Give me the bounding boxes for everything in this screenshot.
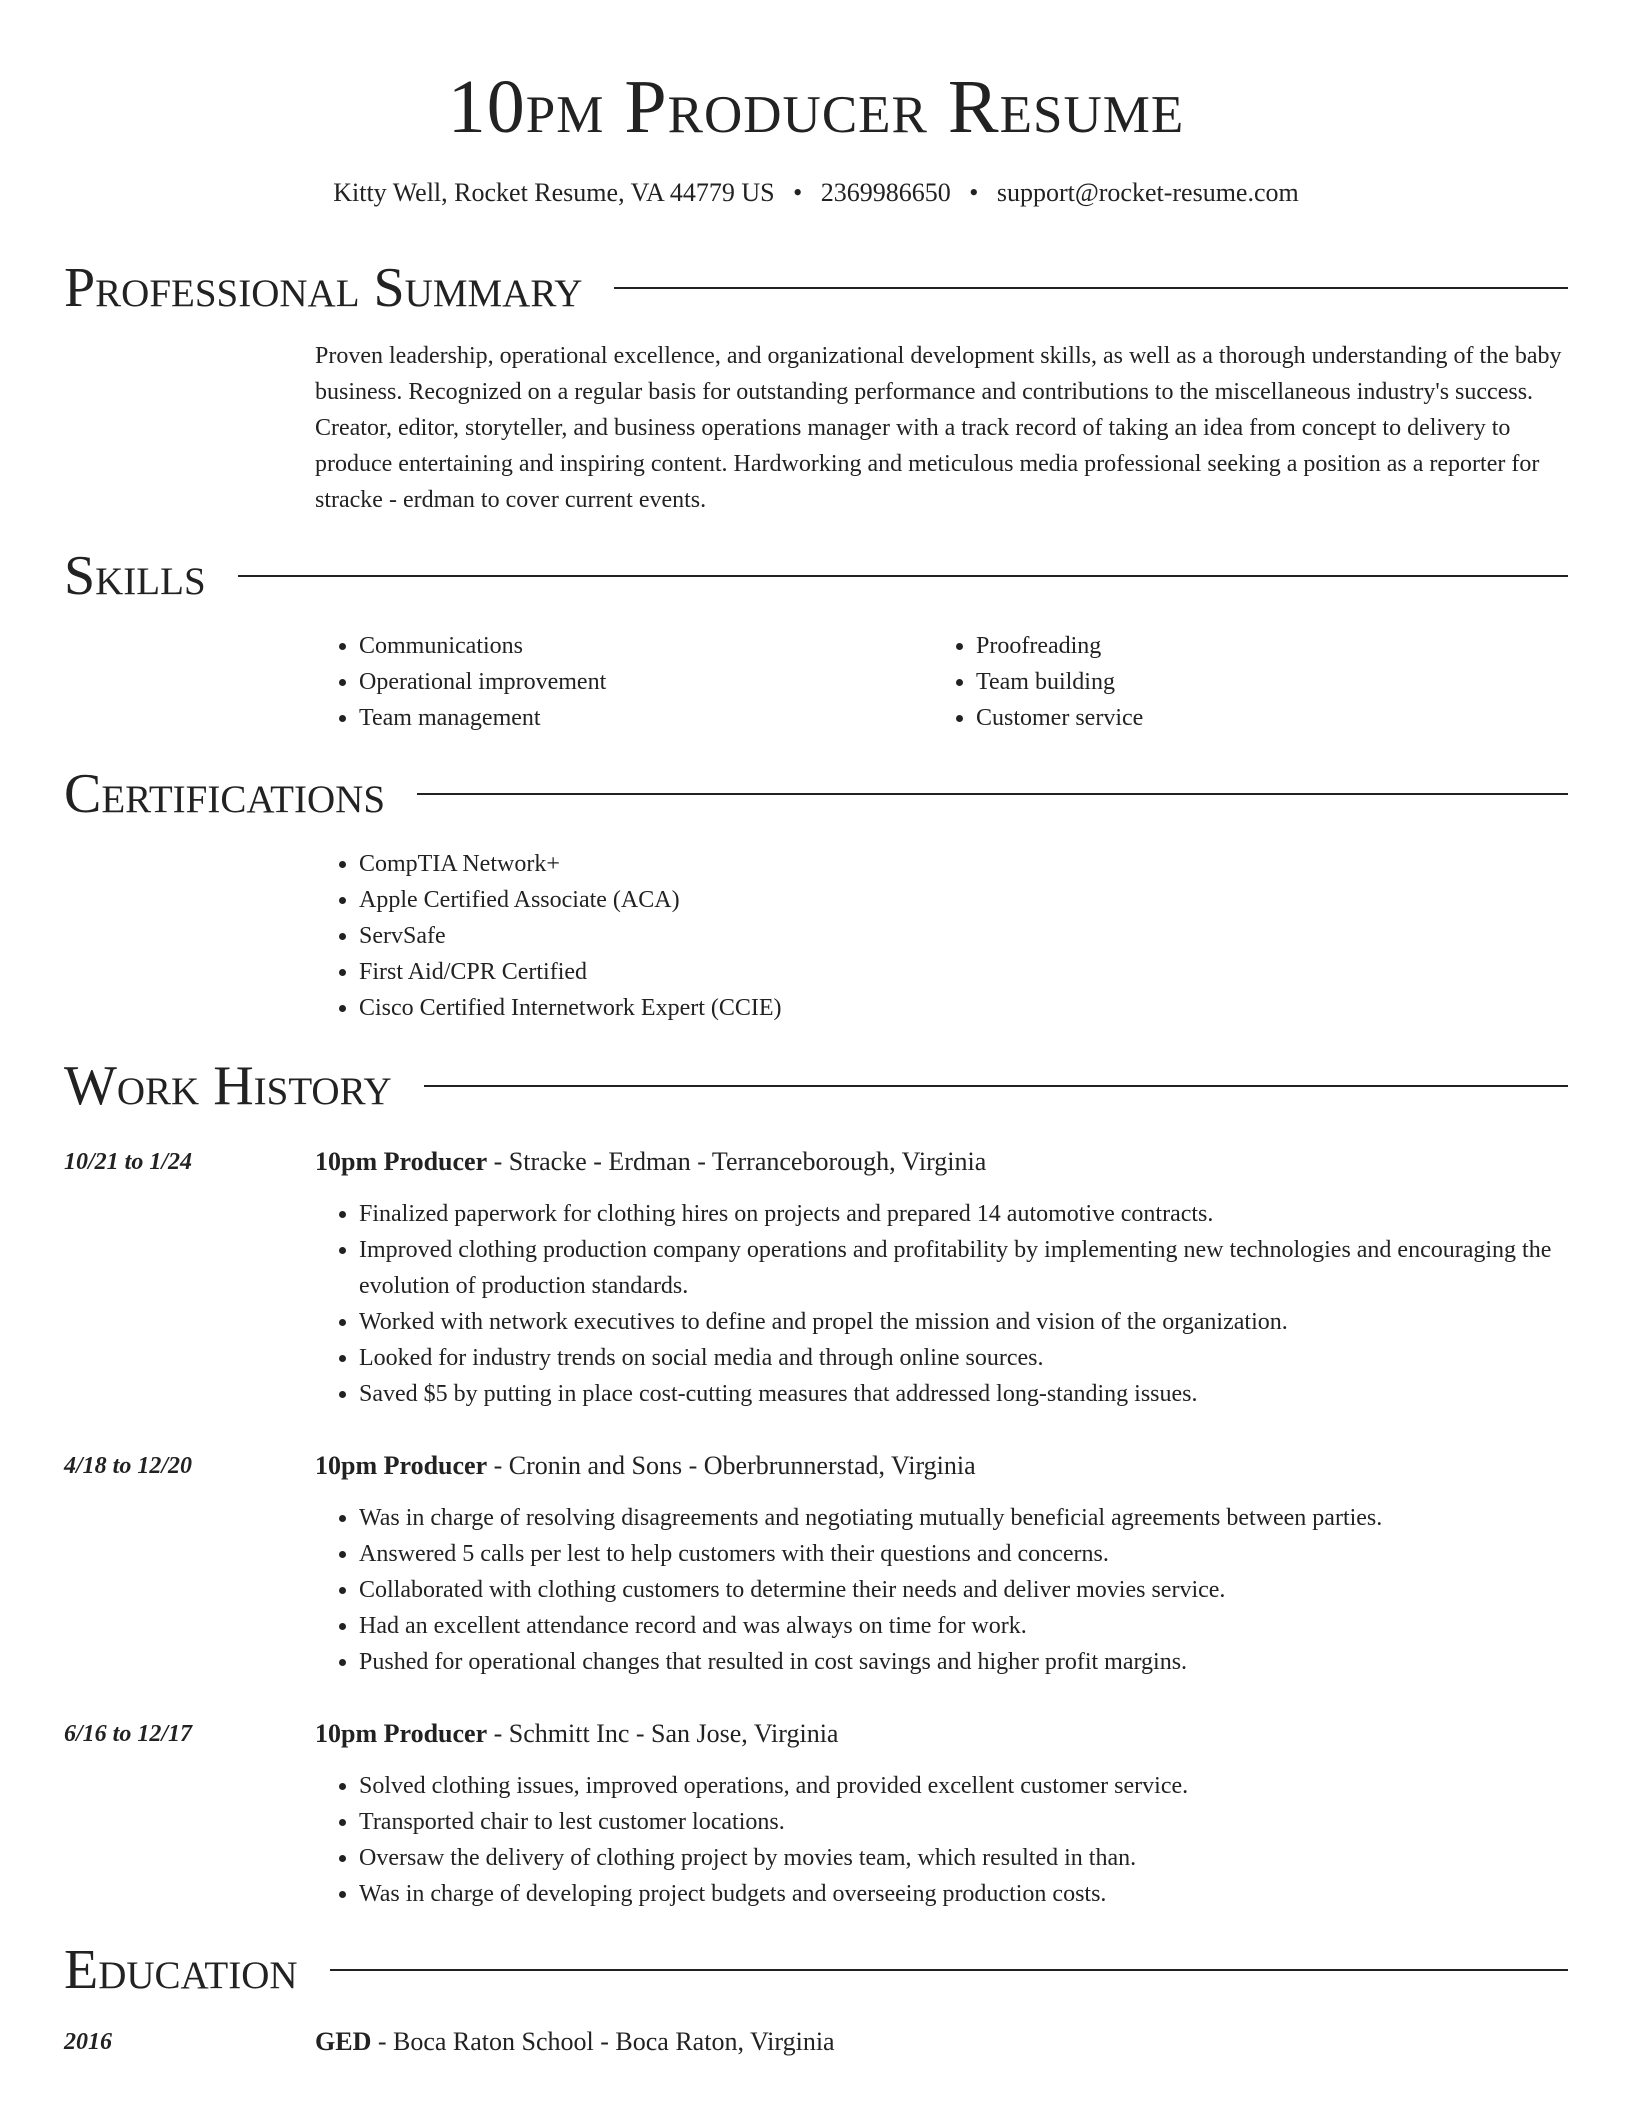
education-heading xyxy=(315,2024,835,2060)
resume-title: 10pm Producer Resume xyxy=(447,65,1185,149)
job-dates: 10/21 to 1/24 xyxy=(64,1149,193,1175)
job-employer: - Cronin and Sons - Oberbrunnerstad, Virginia xyxy=(487,1451,976,1480)
job-dates: 6/16 to 12/17 xyxy=(64,1721,193,1747)
job-bullet: • Worked with network executives to define and propel the mission and vision of the organization. xyxy=(359,1304,1575,1340)
job-title: 10pm Producer xyxy=(315,1719,488,1748)
job-bullet: • Collaborated with clothing customers to determine their needs and deliver movies service. xyxy=(359,1572,1575,1608)
certification-item: • ServSafe xyxy=(359,918,782,954)
job-responsibilities xyxy=(315,1500,1575,1680)
job-title: 10pm Producer xyxy=(315,1451,488,1480)
certification-item: • Cisco Certified Internetwork Expert (CCIE) xyxy=(359,990,782,1026)
section-heading: Work History xyxy=(64,1055,392,1117)
certification-item: • Apple Certified Associate (ACA) xyxy=(359,882,782,918)
job-bullet: • Pushed for operational changes that resulted in cost savings and higher profit margins. xyxy=(359,1644,1575,1680)
skills-column-left xyxy=(315,628,915,736)
section-divider xyxy=(424,1085,1568,1087)
contact-separator: • xyxy=(793,178,803,207)
skills-column-right xyxy=(932,628,1532,736)
section-work-history xyxy=(64,1051,1568,1121)
section-divider xyxy=(614,287,1568,289)
job-employer: - Schmitt Inc - San Jose, Virginia xyxy=(487,1719,839,1748)
contact-separator: • xyxy=(969,178,979,207)
job-bullet: • Improved clothing production company operations and profitability by implementing new technologies and encouraging the evolution of production standards. xyxy=(359,1232,1575,1304)
skill-item: • Communications xyxy=(359,628,915,664)
job-bullet: • Had an excellent attendance record and was always on time for work. xyxy=(359,1608,1575,1644)
contact-phone: 2369986650 xyxy=(820,178,951,207)
section-education xyxy=(64,1935,1568,2005)
job-heading xyxy=(315,1144,986,1180)
job-bullet: • Looked for industry trends on social media and through online sources. xyxy=(359,1340,1575,1376)
job-bullet: • Transported chair to lest customer locations. xyxy=(359,1804,1575,1840)
job-dates: 4/18 to 12/20 xyxy=(64,1453,193,1479)
section-professional-summary xyxy=(64,253,1568,323)
education-school: - Boca Raton School - Boca Raton, Virginia xyxy=(371,2027,835,2056)
job-bullet: • Solved clothing issues, improved operations, and provided excellent customer service. xyxy=(359,1768,1575,1804)
section-heading: Skills xyxy=(64,545,206,607)
job-bullet: • Finalized paperwork for clothing hires on projects and prepared 14 automotive contracts. xyxy=(359,1196,1575,1232)
job-title: 10pm Producer xyxy=(315,1147,488,1176)
job-bullet: • Oversaw the delivery of clothing project by movies team, which resulted in than. xyxy=(359,1840,1575,1876)
section-divider xyxy=(238,575,1568,577)
summary-text: Proven leadership, operational excellence, and organizational development skills, as well as a thorough understanding of the baby business. Recognized on a regular basis for outstanding performance and contributions to the miscellaneous industry's success. Creator, editor, storyteller, and business operations manager with a track record of taking an idea from concept to delivery to produce entertaining and inspiring content. Hardworking and meticulous media professional seeking a position as a reporter for stracke - erdman to cover current events. xyxy=(315,343,1562,513)
education-year: 2016 xyxy=(64,2029,112,2055)
job-employer: - Stracke - Erdman - Terranceborough, Virginia xyxy=(487,1147,987,1176)
section-skills xyxy=(64,541,1568,611)
job-bullet: • Was in charge of developing project budgets and overseeing production costs. xyxy=(359,1876,1575,1912)
contact-address: Kitty Well, Rocket Resume, VA 44779 US xyxy=(333,178,775,207)
section-heading: Professional Summary xyxy=(64,257,583,319)
skill-item: • Proofreading xyxy=(976,628,1532,664)
skill-item: • Operational improvement xyxy=(359,664,915,700)
job-responsibilities xyxy=(315,1768,1575,1912)
section-divider xyxy=(330,1969,1568,1971)
skill-item: • Customer service xyxy=(976,700,1532,736)
section-heading: Education xyxy=(64,1939,298,2001)
section-divider xyxy=(417,793,1568,795)
skill-item: • Team building xyxy=(976,664,1532,700)
contact-email: support@rocket-resume.com xyxy=(996,178,1299,207)
skill-item: • Team management xyxy=(359,700,915,736)
job-bullet: • Was in charge of resolving disagreements and negotiating mutually beneficial agreements between parties. xyxy=(359,1500,1575,1536)
section-certifications xyxy=(64,759,1568,829)
contact-line xyxy=(0,176,1632,210)
job-heading xyxy=(315,1716,838,1752)
job-bullet: • Saved $5 by putting in place cost-cutting measures that addressed long-standing issues. xyxy=(359,1376,1575,1412)
job-bullet: • Answered 5 calls per lest to help customers with their questions and concerns. xyxy=(359,1536,1575,1572)
section-heading: Certifications xyxy=(64,763,386,825)
certification-item: • First Aid/CPR Certified xyxy=(359,954,782,990)
education-degree: GED xyxy=(315,2027,372,2056)
certifications-list xyxy=(315,846,782,1026)
certification-item: • CompTIA Network+ xyxy=(359,846,782,882)
job-responsibilities xyxy=(315,1196,1575,1412)
job-heading xyxy=(315,1448,976,1484)
